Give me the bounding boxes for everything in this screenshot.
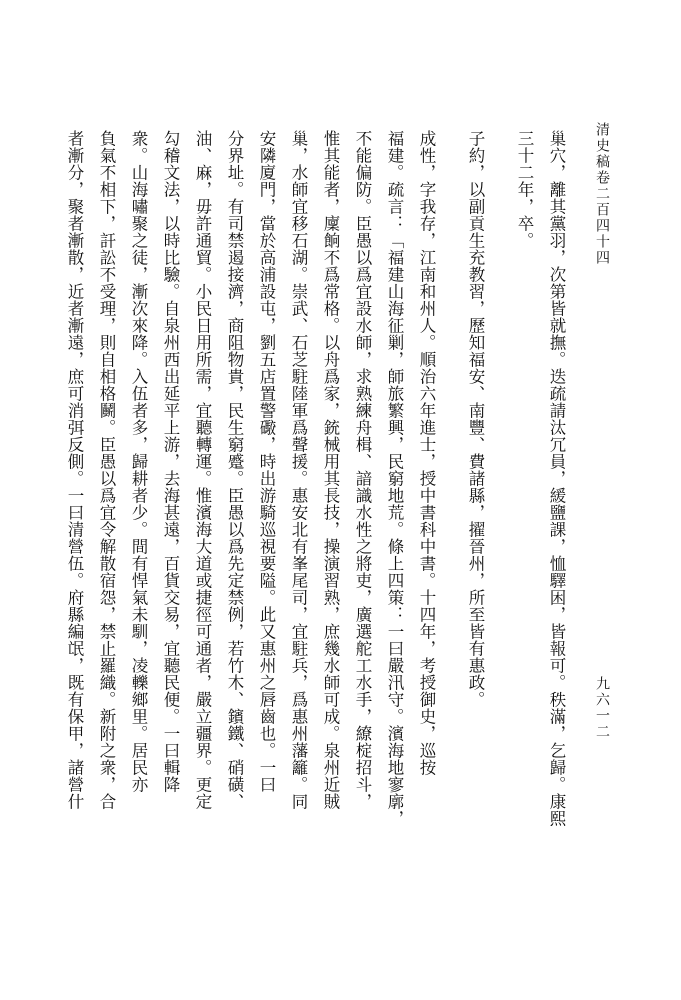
running-title: 清史稿卷二百四十四 bbox=[594, 122, 610, 266]
text-column: 三十二年，卒。 bbox=[515, 130, 534, 249]
text-column: 子約，以副貢生充教習，歷知福安、南豐、費諸縣，擢晉州，所至皆有惠政。 bbox=[466, 130, 485, 708]
text-column: 不能偏防。臣愚以爲宜設水師，求熟練舟楫、諳識水性之將吏，廣選舵工水手，繚椗招斗， bbox=[353, 130, 372, 810]
text-column: 惟其能者，廩餉不爲常格。以舟爲家，銃械用其長技，操演習熟，庶幾水師可成。泉州近賊 bbox=[321, 130, 340, 810]
page-number: 九六一二 bbox=[594, 676, 610, 740]
text-column: 勾稽文法，以時比驗。自泉州西出延平上游，去海甚遠，百貨交易，宜聽民便。一曰輯降 bbox=[161, 130, 180, 793]
text-column: 安隣廈門，當於高浦設屯，劉五店置警礮，時出游騎巡視要隘。此又惠州之唇齒也。一曰 bbox=[257, 130, 276, 793]
text-column: 福建。疏言：「福建山海征剿，師旅繁興，民窮地荒。條上四策：一曰嚴汛守。濱海地寥廓， bbox=[385, 130, 404, 827]
text-column: 衆。山海嘯聚之徒，漸次來降。入伍者多，歸耕者少。間有悍氣未馴，凌轢鄉里。居民亦 bbox=[129, 130, 148, 793]
text-column: 負氣不相下，訐訟不受理，則自相格鬭。臣愚以爲宜令解散宿怨，禁止羅織。新附之衆，合 bbox=[97, 130, 116, 810]
text-column: 油、麻，毋許通貿。小民日用所需，宜聽轉運。惟濱海大道或捷徑可通者，嚴立疆界。更定 bbox=[193, 130, 212, 810]
text-column: 巢，水師宜移石湖。崇武、石芝駐陸軍爲聲援。惠安北有峯尾司，宜駐兵，爲惠州藩籬。同 bbox=[289, 130, 308, 810]
text-column: 成性，字我存，江南和州人。順治六年進士，授中書科中書。十四年，考授御史，巡按 bbox=[417, 130, 436, 776]
text-column: 分界址。有司禁遏接濟，商阻物貴，民生窮蹙。臣愚以爲先定禁例，若竹木、鑌鐵、硝磺、 bbox=[225, 130, 244, 810]
text-column: 巢穴，離其黨羽，次第皆就撫。迭疏請汰冗員，緩鹽課，恤驛困，皆報可。秩滿，乞歸。康熙 bbox=[547, 130, 566, 827]
text-column: 者漸分，聚者漸散，近者漸遠，庶可消弭反側。一曰清營伍。府縣編氓，既有保甲，諸營什 bbox=[65, 130, 84, 810]
body-text bbox=[60, 130, 572, 950]
